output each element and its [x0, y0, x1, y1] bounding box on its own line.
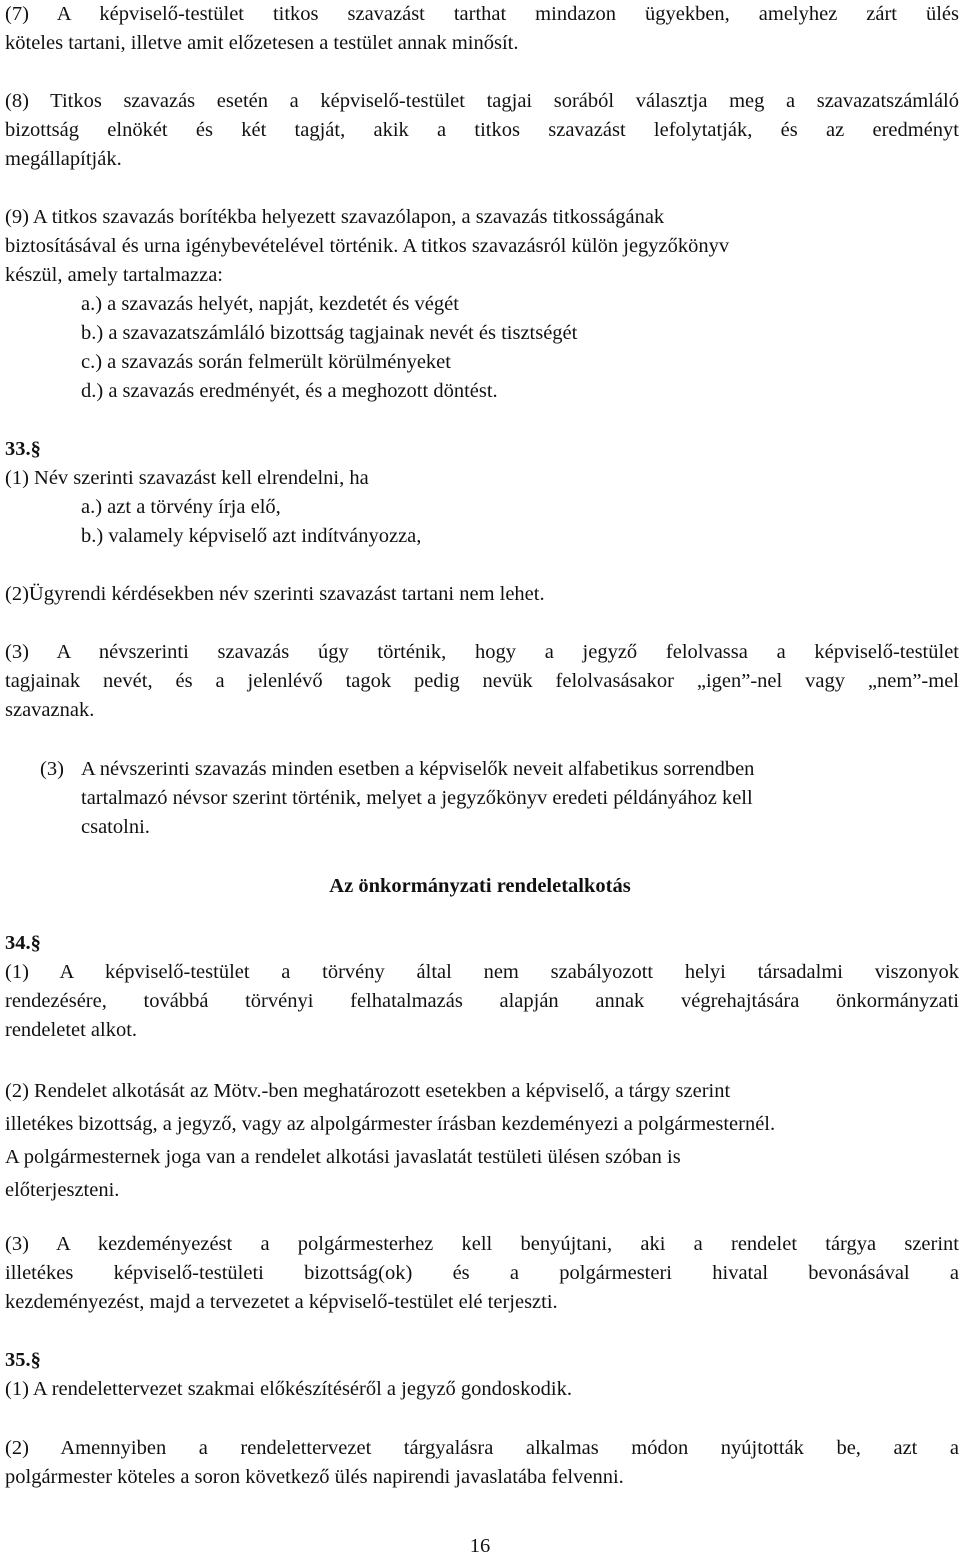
text-line: köteles tartani, illetve amit előzetesen a testület annak minősít.: [5, 32, 519, 54]
paragraph-8: [5, 87, 959, 174]
text-line: tartalmazó névsor szerint történik, melyet a jegyzőkönyv eredeti példányához kell: [81, 787, 753, 809]
section-sign: §: [30, 932, 41, 954]
paragraph-34-3: [5, 1230, 959, 1317]
section-number: 34.: [5, 932, 31, 954]
section-sign: §: [30, 438, 41, 460]
section-33: [5, 435, 959, 551]
chapter-title: Az önkormányzati rendeletalkotás: [329, 875, 631, 897]
list-item: d.) a szavazás eredményét, és a meghozott döntést.: [81, 380, 498, 402]
text-line: (2)Ügyrendi kérdésekben név szerinti szavazást tartani nem lehet.: [5, 583, 545, 605]
text-line: (7) A képviselő-testület titkos szavazást tarthat mindazon ügyekben, amelyhez zárt ülés: [5, 3, 959, 25]
text-line: előterjeszteni.: [5, 1179, 120, 1201]
text-span: A névszerinti szavazás minden esetben a képviselők neveit alfabetikus sorrendben: [81, 758, 755, 780]
text-line: szavaznak.: [5, 699, 95, 721]
section-heading: [5, 1346, 959, 1375]
text-line: polgármester köteles a soron következő ülés napirendi javaslatába felvenni.: [5, 1466, 624, 1488]
text-line: tagjainak nevét, és a jelenlévő tagok pedig nevük felolvasásakor „igen”-nel vagy „nem”-mel: [5, 670, 959, 692]
paragraph-9: [5, 203, 959, 406]
list-item: a.) azt a törvény írja elő,: [81, 496, 281, 518]
paragraph-35-2: [5, 1434, 959, 1492]
text-line: (8) Titkos szavazás esetén a képviselő-testület tagjai sorából választja meg a szavazatszámláló: [5, 90, 959, 112]
section-35: [5, 1346, 959, 1404]
text-line: (3) A névszerinti szavazás úgy történik, hogy a jegyző felolvassa a képviselő-testület: [5, 641, 959, 663]
paragraph-33-2: [5, 580, 959, 609]
section-number: 33.: [5, 438, 31, 460]
text-line: megállapítják.: [5, 148, 122, 170]
text-line: (3) A kezdeményezést a polgármesterhez kell benyújtani, aki a rendelet tárgya szerint: [5, 1233, 959, 1255]
text-line: illetékes bizottság, a jegyző, vagy az alpolgármester írásban kezdeményezi a polgármesternél.: [5, 1113, 776, 1135]
paragraph-33-3b: [40, 755, 940, 842]
text-line: rendeletet alkot.: [5, 1019, 138, 1041]
section-number: 35.: [5, 1349, 31, 1371]
text-line: kezdeményezést, majd a tervezetet a képviselő-testület elé terjeszti.: [5, 1291, 558, 1313]
text-line: bizottság elnökét és két tagját, akik a titkos szavazást lefolytatják, és az eredményt: [5, 119, 959, 141]
text-line: (2) Rendelet alkotását az Mötv.-ben meghatározott esetekben a képviselő, a tárgy szerint: [5, 1080, 731, 1102]
text-line: [40, 755, 940, 784]
list-item: b.) a szavazatszámláló bizottság tagjainak nevét és tisztségét: [81, 322, 578, 344]
text-line: rendezésére, továbbá törvényi felhatalmazás alapján annak végrehajtására önkormányzati: [5, 990, 959, 1012]
text-line: (9) A titkos szavazás borítékba helyezett szavazólapon, a szavazás titkosságának: [5, 206, 665, 228]
paragraph-34-2: [5, 1075, 959, 1207]
text-line: illetékes képviselő-testületi bizottság(ok) és a polgármesteri hivatal bevonásával a: [5, 1262, 959, 1284]
list-item: c.) a szavazás során felmerült körülményeket: [81, 351, 451, 373]
text-line: (1) A rendelettervezet szakmai előkészítéséről a jegyző gondoskodik.: [5, 1378, 572, 1400]
text-line: A polgármesternek joga van a rendelet alkotási javaslatát testületi ülésen szóban is: [5, 1146, 681, 1168]
text-line: készül, amely tartalmazza:: [5, 264, 223, 286]
section-heading: [5, 929, 959, 958]
page-number: 16: [469, 1535, 491, 1557]
text-line: csatolni.: [81, 816, 150, 838]
section-34: [5, 929, 959, 1045]
section-sign: §: [30, 1349, 41, 1371]
text-line: (2) Amennyiben a rendelettervezet tárgyalásra alkalmas módon nyújtották be, azt a: [5, 1437, 959, 1459]
list-marker: (3): [40, 758, 64, 780]
section-heading: [5, 435, 959, 464]
list-item: a.) a szavazás helyét, napját, kezdetét és végét: [81, 293, 459, 315]
text-line: (1) Név szerinti szavazást kell elrendelni, ha: [5, 467, 369, 489]
text-line: biztosításával és urna igénybevételével történik. A titkos szavazásról külön jegyzőkönyv: [5, 235, 730, 257]
list-item: b.) valamely képviselő azt indítványozza,: [81, 525, 422, 547]
paragraph-7: [5, 0, 959, 58]
paragraph-33-3: [5, 638, 959, 725]
text-line: (1) A képviselő-testület a törvény által nem szabályozott helyi társadalmi viszonyok: [5, 961, 959, 983]
